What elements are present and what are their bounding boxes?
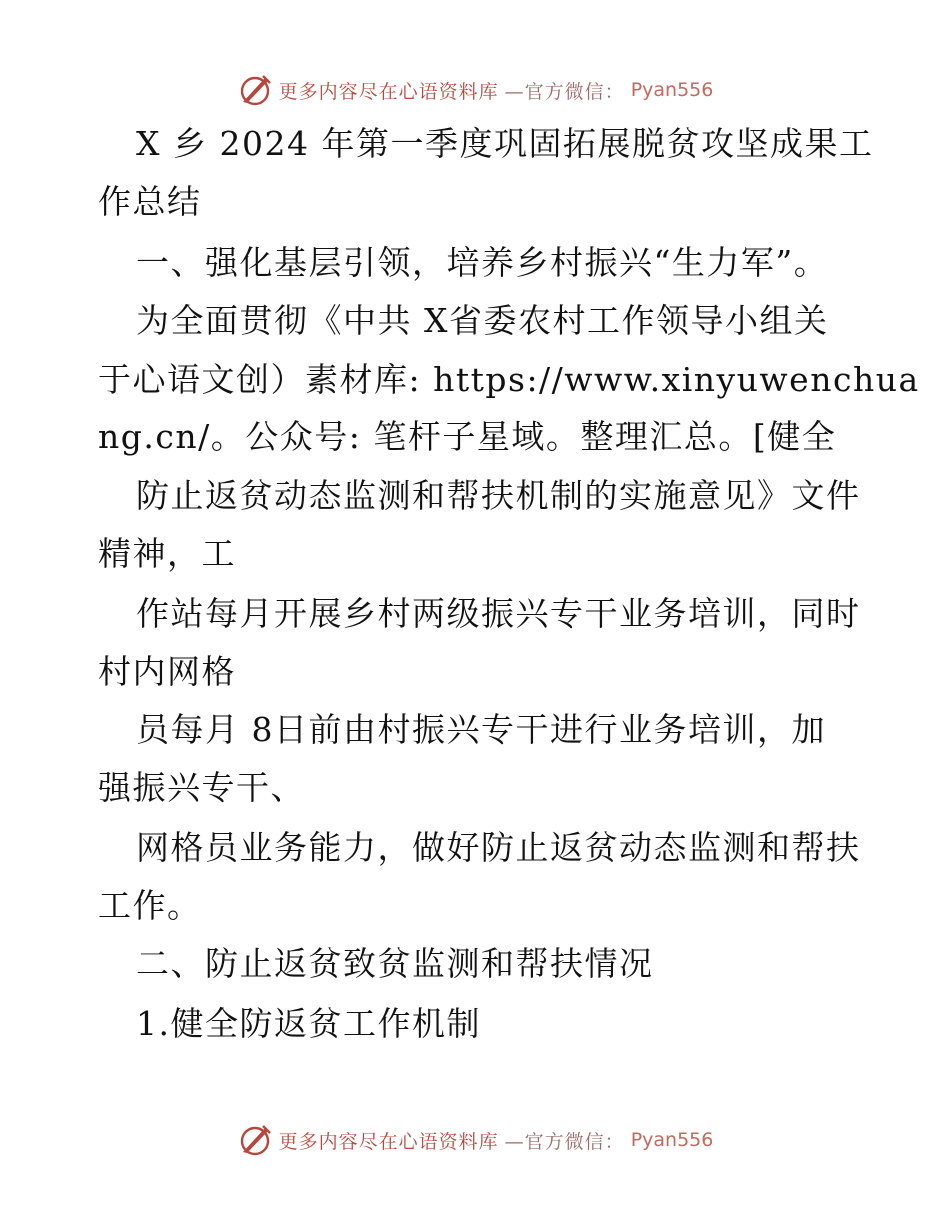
section-heading-2: 二、防止返贫致贫监测和帮扶情况 <box>136 944 654 983</box>
doc-title-line-1: X 乡 2024 年第一季度巩固拓展脱贫攻坚成果工 <box>136 124 874 163</box>
paragraph-line: 工作。 <box>98 886 202 925</box>
paragraph-line: 防止返贫动态监测和帮扶机制的实施意见》文件 <box>136 476 861 515</box>
paragraph-line: 于心语文创）素材库: https://www.xinyuwenchua <box>98 360 920 399</box>
paragraph-line: 村内网格 <box>98 652 236 691</box>
watermark-separator: —官方微信： <box>504 80 625 103</box>
paragraph-line: ng.cn/。公众号: 笔杆子星域。整理汇总。[健全 <box>98 417 837 456</box>
watermark-group <box>237 1122 714 1158</box>
doc-title-line-2: 作总结 <box>98 182 202 221</box>
paragraph-line: 为全面贯彻《中共 X省委农村工作领导小组关 <box>136 301 829 340</box>
section-heading-1: 一、强化基层引领，培养乡村振兴“生力军”。 <box>136 243 829 282</box>
watermark-wechat-id: Pyan556 <box>630 79 714 101</box>
watermark-group <box>237 72 714 108</box>
subsection-heading-1: 1.健全防返贫工作机制 <box>136 1004 481 1043</box>
watermark-separator: —官方微信： <box>504 1130 625 1153</box>
footer-watermark <box>0 1120 950 1160</box>
watermark-wechat-id: Pyan556 <box>630 1129 714 1151</box>
paragraph-line: 精神，工 <box>98 534 236 573</box>
paragraph-line: 强振兴专干、 <box>98 768 305 807</box>
watermark-text: 更多内容尽在心语资料库 <box>278 1130 499 1153</box>
paragraph-line: 网格员业务能力，做好防止返贫动态监测和帮扶 <box>136 828 861 867</box>
paragraph-line: 作站每月开展乡村两级振兴专干业务培训，同时 <box>136 594 861 633</box>
paragraph-line: 员每月 8日前由村振兴专干进行业务培训，加 <box>136 710 826 749</box>
quill-pen-logo-icon <box>237 72 273 108</box>
watermark-text: 更多内容尽在心语资料库 <box>278 80 499 103</box>
quill-pen-logo-icon <box>237 1122 273 1158</box>
header-watermark <box>0 70 950 110</box>
